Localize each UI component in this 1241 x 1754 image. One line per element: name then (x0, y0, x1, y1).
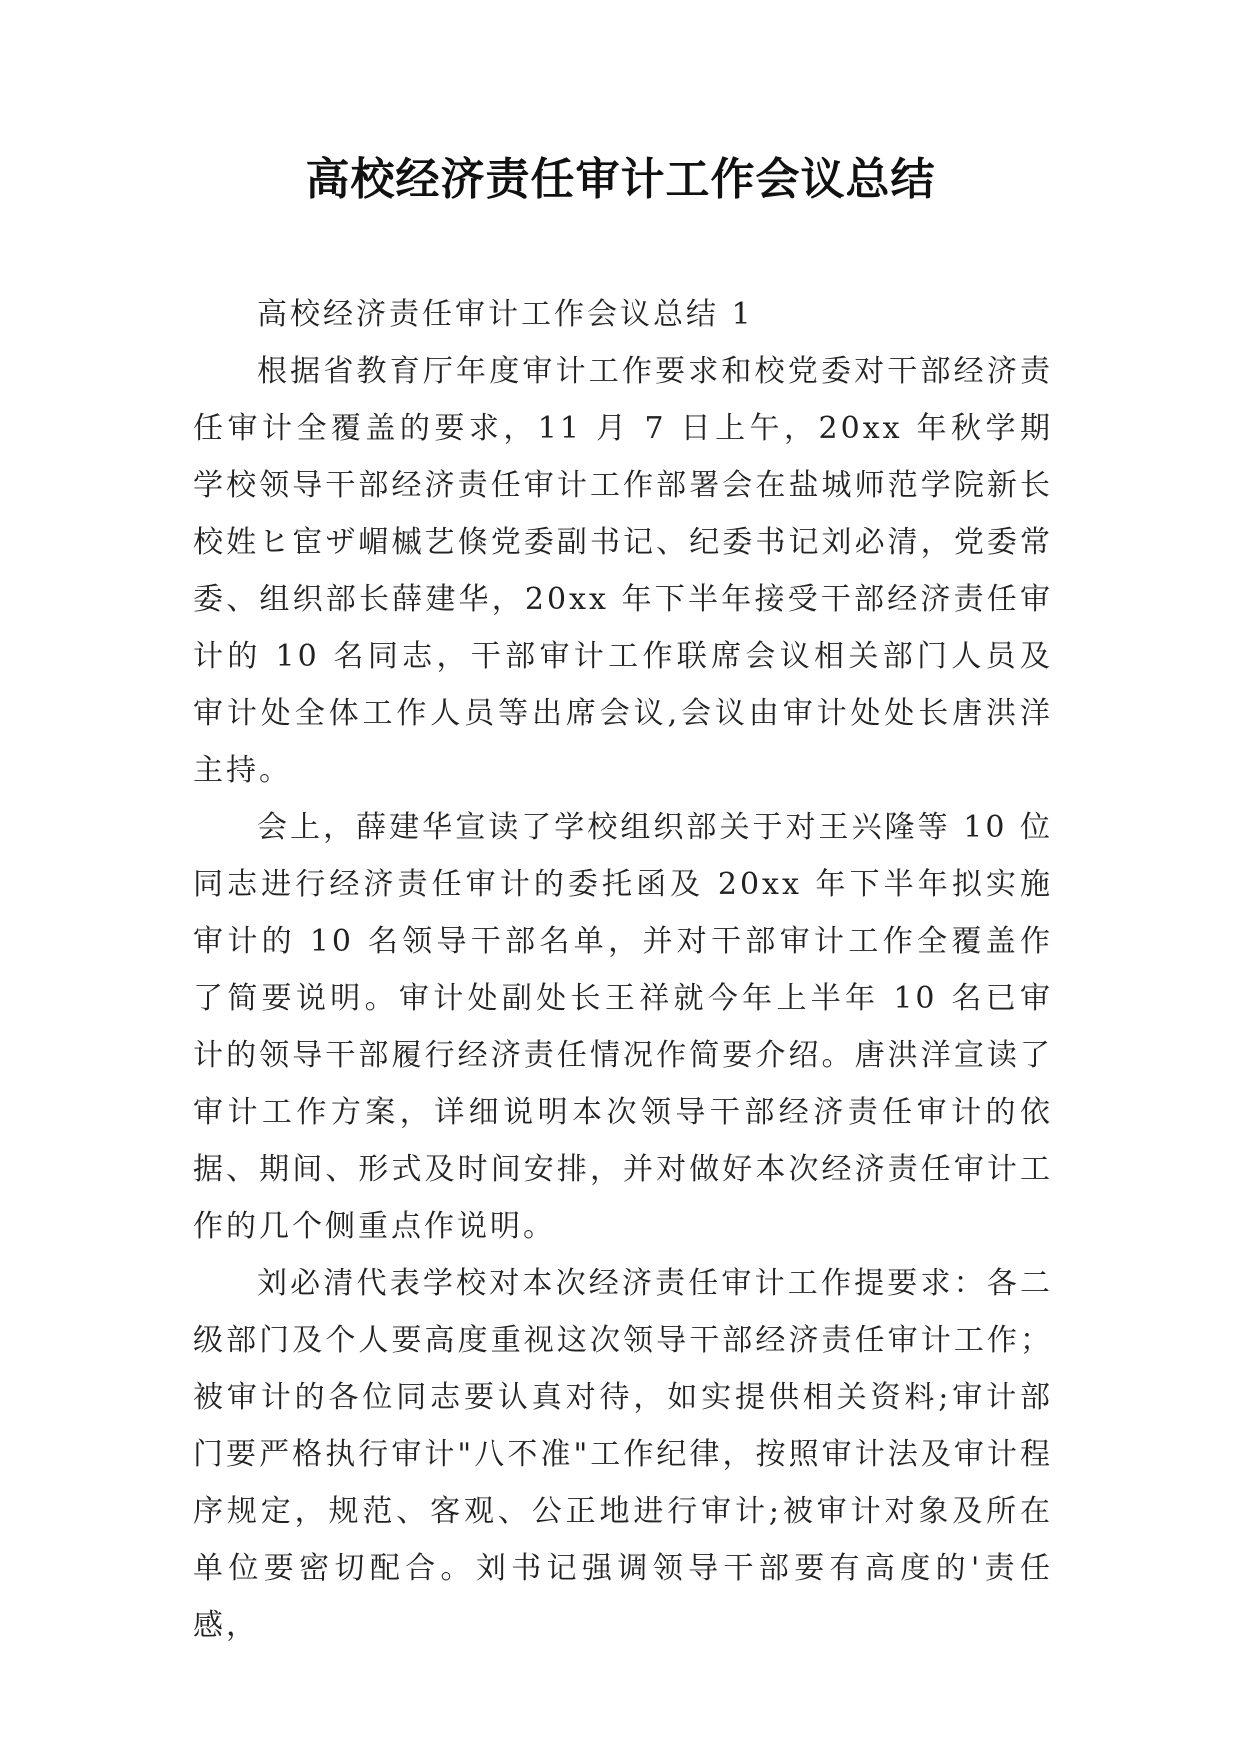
section-heading: 高校经济责任审计工作会议总结 1 (257, 297, 754, 332)
body-paragraph: 会上，薛建华宣读了学校组织部关于对王兴隆等 10 位同志进行经济责任审计的委托函及 20xx 年下半年拟实施审计的 10 名领导干部名单，并对干部审计工作全覆盖作了简要说明。审计处副处长王祥就今年上半年 10 名已审计的领导干部履行经济责任情况作简要介绍。唐洪洋宣读了审计工作方案，详细说明本次领导干部经济责任审计的依据、期间、形式及时间安排，并对做好本次经济责任审计工作的几个侧重点作说明。 (193, 810, 1053, 1244)
document-body (193, 286, 1053, 1654)
body-paragraph: 刘必清代表学校对本次经济责任审计工作提要求：各二级部门及个人要高度重视这次领导干部经济责任审计工作；被审计的各位同志要认真对待，如实提供相关资料;审计部门要严格执行审计"八不准"工作纪律，按照审计法及审计程序规定，规范、客观、公正地进行审计;被审计对象及所在单位要密切配合。刘书记强调领导干部要有高度的'责任感， (193, 1266, 1053, 1643)
body-paragraph: 根据省教育厅年度审计工作要求和校党委对干部经济责任审计全覆盖的要求，11 月 7 日上午，20xx 年秋学期学校领导干部经济责任审计工作部署会在盐城师范学院新长校姓ヒ宦ザ嵋槭艺倏党委副书记、纪委书记刘必清，党委常委、组织部长薛建华，20xx 年下半年接受干部经济责任审计的 10 名同志，干部审计工作联席会议相关部门人员及审计处全体工作人员等出席会议,会议由审计处处长唐洪洋主持。 (193, 354, 1053, 788)
document-title: 高校经济责任审计工作会议总结 (305, 154, 936, 205)
